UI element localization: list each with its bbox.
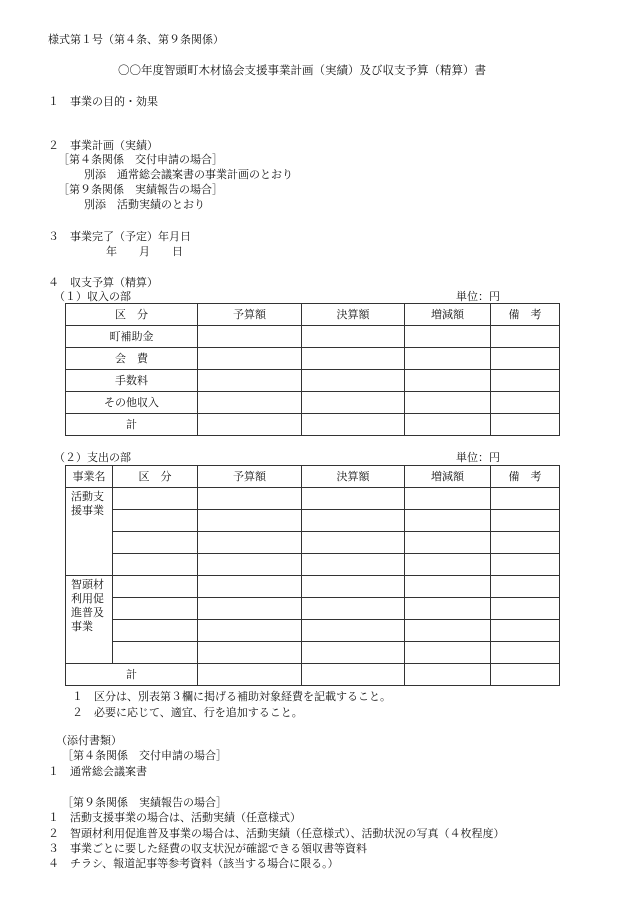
table-row bbox=[66, 510, 560, 532]
table-cell[interactable] bbox=[302, 598, 405, 620]
note-item: １ 区分は、別表第３欄に掲げる補助対象経費を記載すること。 bbox=[72, 690, 391, 703]
table-cell[interactable] bbox=[302, 664, 405, 686]
income-header-budget: 予算額 bbox=[198, 304, 302, 326]
table-cell[interactable] bbox=[302, 532, 405, 554]
expense-header-project: 事業名 bbox=[66, 466, 113, 488]
table-cell[interactable] bbox=[405, 554, 491, 576]
table-cell[interactable] bbox=[302, 620, 405, 642]
table-cell[interactable] bbox=[113, 554, 198, 576]
table-cell[interactable] bbox=[491, 392, 560, 414]
table-cell[interactable] bbox=[302, 370, 405, 392]
attachments-case-report: ［第９条関係 実績報告の場合］ bbox=[62, 796, 227, 809]
table-cell[interactable] bbox=[302, 510, 405, 532]
table-cell[interactable] bbox=[113, 598, 198, 620]
table-cell[interactable] bbox=[302, 554, 405, 576]
table-cell[interactable] bbox=[113, 620, 198, 642]
table-row bbox=[66, 348, 560, 370]
table-cell[interactable] bbox=[405, 488, 491, 510]
table-cell[interactable] bbox=[198, 326, 302, 348]
table-row bbox=[66, 488, 560, 510]
table-cell[interactable] bbox=[491, 326, 560, 348]
income-header-remarks: 備 考 bbox=[491, 304, 560, 326]
table-row bbox=[66, 532, 560, 554]
table-cell[interactable] bbox=[302, 642, 405, 664]
expense-header-budget: 予算額 bbox=[198, 466, 302, 488]
table-cell[interactable] bbox=[405, 620, 491, 642]
expense-group-activity-support: 活動支 援事業 bbox=[66, 488, 113, 576]
expense-group-chizu-wood-promotion: 智頭材 利用促 進普及 事業 bbox=[66, 576, 113, 664]
table-cell[interactable] bbox=[198, 414, 302, 436]
table-cell[interactable] bbox=[302, 488, 405, 510]
attachments-case-apply: ［第４条関係 交付申請の場合］ bbox=[62, 749, 227, 762]
income-row-label: 町補助金 bbox=[66, 326, 198, 348]
income-row-label: その他収入 bbox=[66, 392, 198, 414]
table-cell[interactable] bbox=[198, 348, 302, 370]
table-cell[interactable] bbox=[302, 348, 405, 370]
income-row-label: 会 費 bbox=[66, 348, 198, 370]
table-cell[interactable] bbox=[405, 326, 491, 348]
attachment-item: ２ 智頭材利用促進普及事業の場合は、活動実績（任意様式）、活動状況の写真（４枚程度） bbox=[48, 827, 505, 840]
table-cell[interactable] bbox=[302, 576, 405, 598]
expense-unit: 単位：円 bbox=[456, 451, 500, 464]
income-table bbox=[65, 303, 560, 436]
income-row-label: 計 bbox=[66, 414, 198, 436]
table-cell[interactable] bbox=[491, 642, 560, 664]
income-header-row bbox=[66, 304, 560, 326]
table-row bbox=[66, 642, 560, 664]
table-cell[interactable] bbox=[405, 576, 491, 598]
table-row bbox=[66, 370, 560, 392]
table-row bbox=[66, 326, 560, 348]
table-cell[interactable] bbox=[405, 392, 491, 414]
expense-table bbox=[65, 465, 560, 686]
completion-date-line: 年 月 日 bbox=[106, 245, 183, 258]
expense-total-label: 計 bbox=[66, 664, 198, 686]
income-unit: 単位：円 bbox=[456, 290, 500, 303]
section3-heading: ３ 事業完了（予定）年月日 bbox=[48, 230, 191, 243]
section4-heading: ４ 収支予算（精算） bbox=[48, 276, 158, 289]
expense-header-difference: 増減額 bbox=[405, 466, 491, 488]
expense-label: （２）支出の部 bbox=[54, 451, 131, 464]
table-cell[interactable] bbox=[113, 532, 198, 554]
table-cell[interactable] bbox=[302, 414, 405, 436]
section2-apply-text: 別添 通常総会議案書の事業計画のとおり bbox=[84, 168, 293, 181]
table-cell[interactable] bbox=[491, 370, 560, 392]
table-cell[interactable] bbox=[405, 598, 491, 620]
attachment-item: ４ チラシ、報道記事等参考資料（該当する場合に限る。） bbox=[48, 857, 339, 870]
table-row bbox=[66, 576, 560, 598]
section1-heading: １ 事業の目的・効果 bbox=[48, 95, 158, 108]
attachment-item: ３ 事業ごとに要した経費の収支状況が確認できる領収書等資料 bbox=[48, 842, 367, 855]
table-cell[interactable] bbox=[491, 510, 560, 532]
section2-case-report: ［第９条関係 実績報告の場合］ bbox=[58, 183, 223, 196]
table-row bbox=[66, 554, 560, 576]
table-cell[interactable] bbox=[405, 414, 491, 436]
table-cell[interactable] bbox=[491, 414, 560, 436]
table-cell[interactable] bbox=[198, 510, 302, 532]
table-cell[interactable] bbox=[491, 488, 560, 510]
note-item: ２ 必要に応じて、適宜、行を追加すること。 bbox=[72, 706, 303, 719]
table-cell[interactable] bbox=[405, 642, 491, 664]
table-row bbox=[66, 620, 560, 642]
table-cell[interactable] bbox=[405, 370, 491, 392]
table-cell[interactable] bbox=[198, 576, 302, 598]
attachments-heading: （添付書類） bbox=[56, 734, 122, 747]
table-cell[interactable] bbox=[198, 392, 302, 414]
expense-header-remarks: 備 考 bbox=[491, 466, 560, 488]
income-header-difference: 増減額 bbox=[405, 304, 491, 326]
table-cell[interactable] bbox=[113, 488, 198, 510]
section2-heading: ２ 事業計画（実績） bbox=[48, 139, 158, 152]
form-number: 様式第１号（第４条、第９条関係） bbox=[48, 33, 224, 46]
table-cell[interactable] bbox=[113, 576, 198, 598]
table-cell[interactable] bbox=[198, 620, 302, 642]
table-cell[interactable] bbox=[198, 488, 302, 510]
table-cell[interactable] bbox=[198, 664, 302, 686]
table-cell[interactable] bbox=[405, 664, 491, 686]
expense-header-row bbox=[66, 466, 560, 488]
income-label: （１）収入の部 bbox=[54, 290, 131, 303]
section2-report-text: 別添 活動実績のとおり bbox=[84, 198, 205, 211]
attachment-item: １ 通常総会議案書 bbox=[48, 765, 147, 778]
table-cell[interactable] bbox=[302, 326, 405, 348]
table-cell[interactable] bbox=[491, 620, 560, 642]
expense-total-row bbox=[66, 664, 560, 686]
table-cell[interactable] bbox=[405, 348, 491, 370]
expense-header-category: 区 分 bbox=[113, 466, 198, 488]
table-cell[interactable] bbox=[491, 348, 560, 370]
document-title: 〇〇年度智頭町木材協会支援事業計画（実績）及び収支予算（精算）書 bbox=[118, 63, 486, 77]
table-cell[interactable] bbox=[491, 664, 560, 686]
table-cell[interactable] bbox=[113, 642, 198, 664]
table-cell[interactable] bbox=[198, 554, 302, 576]
table-cell[interactable] bbox=[405, 510, 491, 532]
income-total-row bbox=[66, 414, 560, 436]
attachment-item: １ 活動支援事業の場合は、活動実績（任意様式） bbox=[48, 811, 301, 824]
table-cell[interactable] bbox=[302, 392, 405, 414]
income-header-actual: 決算額 bbox=[302, 304, 405, 326]
table-cell[interactable] bbox=[491, 576, 560, 598]
table-cell[interactable] bbox=[198, 598, 302, 620]
table-cell[interactable] bbox=[198, 370, 302, 392]
table-row bbox=[66, 392, 560, 414]
table-cell[interactable] bbox=[198, 532, 302, 554]
income-header-category: 区 分 bbox=[66, 304, 198, 326]
table-cell[interactable] bbox=[491, 554, 560, 576]
table-cell[interactable] bbox=[491, 532, 560, 554]
table-cell[interactable] bbox=[491, 598, 560, 620]
table-row bbox=[66, 598, 560, 620]
income-row-label: 手数料 bbox=[66, 370, 198, 392]
table-cell[interactable] bbox=[405, 532, 491, 554]
table-cell[interactable] bbox=[113, 510, 198, 532]
table-cell[interactable] bbox=[198, 642, 302, 664]
expense-header-actual: 決算額 bbox=[302, 466, 405, 488]
section2-case-apply: ［第４条関係 交付申請の場合］ bbox=[58, 153, 223, 166]
